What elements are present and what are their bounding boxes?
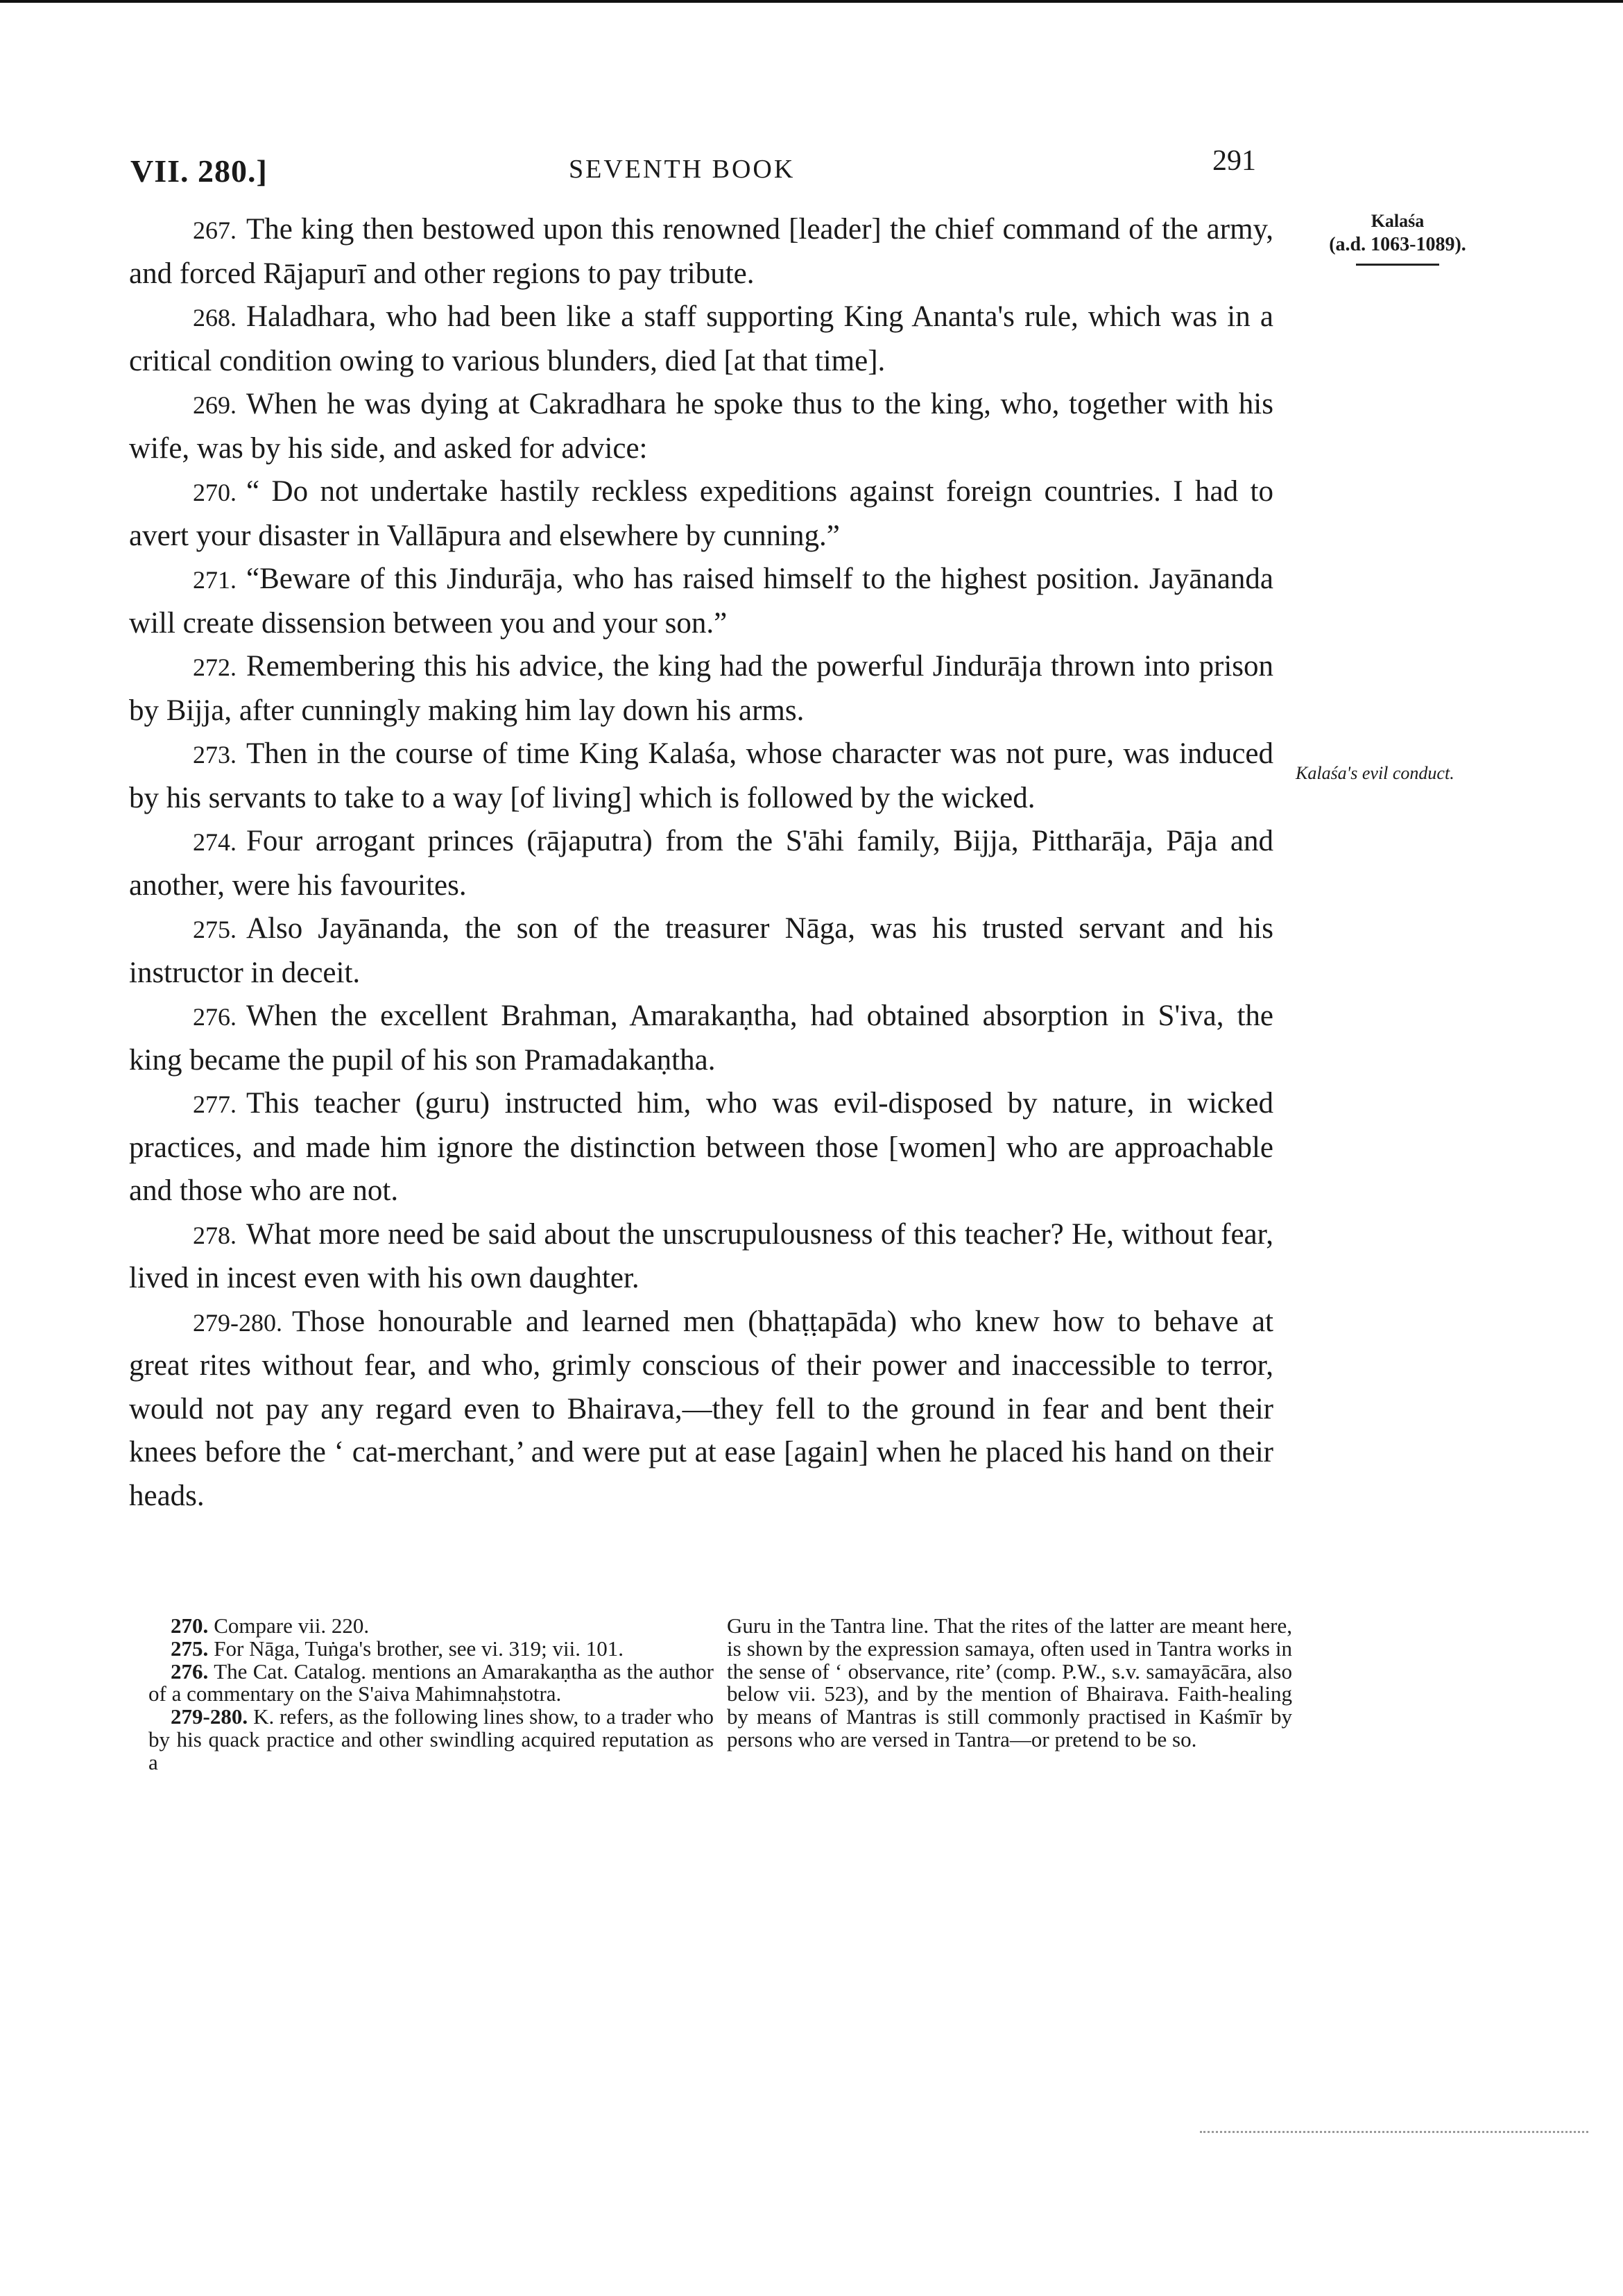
page-top-edge	[0, 0, 1623, 3]
margin-section-heading	[1297, 209, 1498, 266]
footnote	[148, 1661, 714, 1706]
verse	[129, 645, 1273, 733]
verse-number: 272.	[193, 653, 237, 681]
verse	[129, 820, 1273, 907]
footnote-continuation: Guru in the Tantra line. That the rites of the latter are meant here, is shown by the expression samaya, often used in Tantra works in the sense of ‘ observance, rite’ (comp. P.W., s.v. samayācāra, also below vii. 523), and by the mention of Bhairava. Faith-healing by means of Mantras is still commonly practised in Kaśmīr by persons who are versed in Tantra—or pretend to be so.	[727, 1613, 1292, 1751]
margin-rule	[1356, 264, 1439, 266]
footnote-number: 275.	[171, 1636, 209, 1661]
main-text	[129, 208, 1273, 1518]
verse-text: “ Do not undertake hastily reckless expeditions against foreign countries. I had to avert your disaster in Vallāpura and elsewhere by cunning.”	[129, 475, 1273, 552]
verse	[129, 295, 1273, 383]
verse-number: 277.	[193, 1090, 237, 1118]
verse-text: The king then bestowed upon this renowned [leader] the chief command of the army, and forced Rājapurī and other regions to pay tribute.	[129, 213, 1273, 290]
verse	[129, 470, 1273, 558]
verse	[129, 1082, 1273, 1213]
footnote-text: Compare vii. 220.	[214, 1613, 370, 1638]
section-reference: VII. 280.]	[130, 153, 268, 189]
margin-section-dates: (a.d. 1063-1089).	[1329, 234, 1466, 255]
verse	[129, 995, 1273, 1082]
verse-number: 268.	[193, 304, 237, 332]
verse-number: 269.	[193, 391, 237, 419]
page-number: 291	[1212, 145, 1256, 177]
running-head	[111, 144, 1276, 193]
verse-number: 274.	[193, 828, 237, 856]
verse-text: When the excellent Brahman, Amarakaṇtha, had obtained absorption in S'iva, the king became the pupil of his son Pramadakaṇtha.	[129, 1000, 1273, 1077]
verse-text: Then in the course of time King Kalaśa, whose character was not pure, was induced by his servants to take to a way [of living] which is followed by the wicked.	[129, 737, 1273, 814]
verse-number: 271.	[193, 566, 237, 594]
verse-number: 267.	[193, 216, 237, 244]
verse	[129, 208, 1273, 295]
verse	[129, 383, 1273, 470]
footnotes-left-column	[148, 1615, 714, 1774]
verse-text: Four arrogant princes (rājaputra) from the S'āhi family, Bijja, Pittharāja, Pāja and another, were his favourites.	[129, 825, 1273, 902]
verse-text: Those honourable and learned men (bhaṭṭapāda) who knew how to behave at great rites without fear, and who, grimly conscious of their power and inaccessible to terror, would not pay any regard even to Bhairava,—they fell to the ground in fear and bent their knees before the ‘ cat-merchant,’ and were put at ease [again] when he placed his hand on their heads.	[129, 1305, 1273, 1512]
footnote-number: 270.	[171, 1613, 209, 1638]
footnote-text: The Cat. Catalog. mentions an Amarakaṇtha as the author of a commentary on the S'aiva Mahimnaḥstotra.	[148, 1659, 714, 1706]
verse-number: 270.	[193, 479, 237, 506]
footnote-text: For Nāga, Tuṅga's brother, see vi. 319; vii. 101.	[214, 1636, 624, 1661]
footnotes-right-column	[727, 1615, 1292, 1751]
verse-number: 276.	[193, 1003, 237, 1031]
footnote-text: K. refers, as the following lines show, to a trader who by his quack practice and other swindling acquired reputation as a	[148, 1704, 714, 1774]
verse	[129, 733, 1273, 820]
footnote	[148, 1638, 714, 1661]
verse-text: Also Jayānanda, the son of the treasurer Nāga, was his trusted servant and his instructor in deceit.	[129, 912, 1273, 989]
verse-text: When he was dying at Cakradhara he spoke thus to the king, who, together with his wife, was by his side, and asked for advice:	[129, 388, 1273, 465]
footnote	[148, 1615, 714, 1638]
scan-artifact-line	[1200, 2131, 1588, 2133]
footnote-number: 279-280.	[171, 1704, 248, 1729]
verse-number: 279-280.	[193, 1308, 282, 1337]
verse-text: This teacher (guru) instructed him, who was evil-disposed by nature, in wicked practices, and made him ignore the distinction between those [women] who are approachable and those who are not.	[129, 1087, 1273, 1207]
book-title: SEVENTH BOOK	[569, 155, 796, 184]
margin-note: Kalaśa's evil conduct.	[1296, 763, 1454, 783]
verse	[129, 558, 1273, 645]
verse	[129, 1301, 1273, 1518]
footnote	[148, 1706, 714, 1774]
verse-text: “Beware of this Jindurāja, who has raised himself to the highest position. Jayānanda will create dissension between you and your son.”	[129, 563, 1273, 640]
verse-number: 273.	[193, 741, 237, 769]
verse	[129, 1213, 1273, 1301]
verse-text: Haladhara, who had been like a staff supporting King Ananta's rule, which was in a critical condition owing to various blunders, died [at that time].	[129, 300, 1273, 377]
verse-number: 275.	[193, 916, 237, 943]
verse-text: Remembering this his advice, the king had the powerful Jindurāja thrown into prison by Bijja, after cunningly making him lay down his arms.	[129, 650, 1273, 727]
verse	[129, 907, 1273, 995]
verse-text: What more need be said about the unscrupulousness of this teacher? He, without fear, lived in incest even with his own daughter.	[129, 1217, 1273, 1294]
footnote-number: 276.	[171, 1659, 209, 1684]
margin-section-title: Kalaśa	[1371, 211, 1425, 231]
verse-number: 278.	[193, 1221, 237, 1249]
